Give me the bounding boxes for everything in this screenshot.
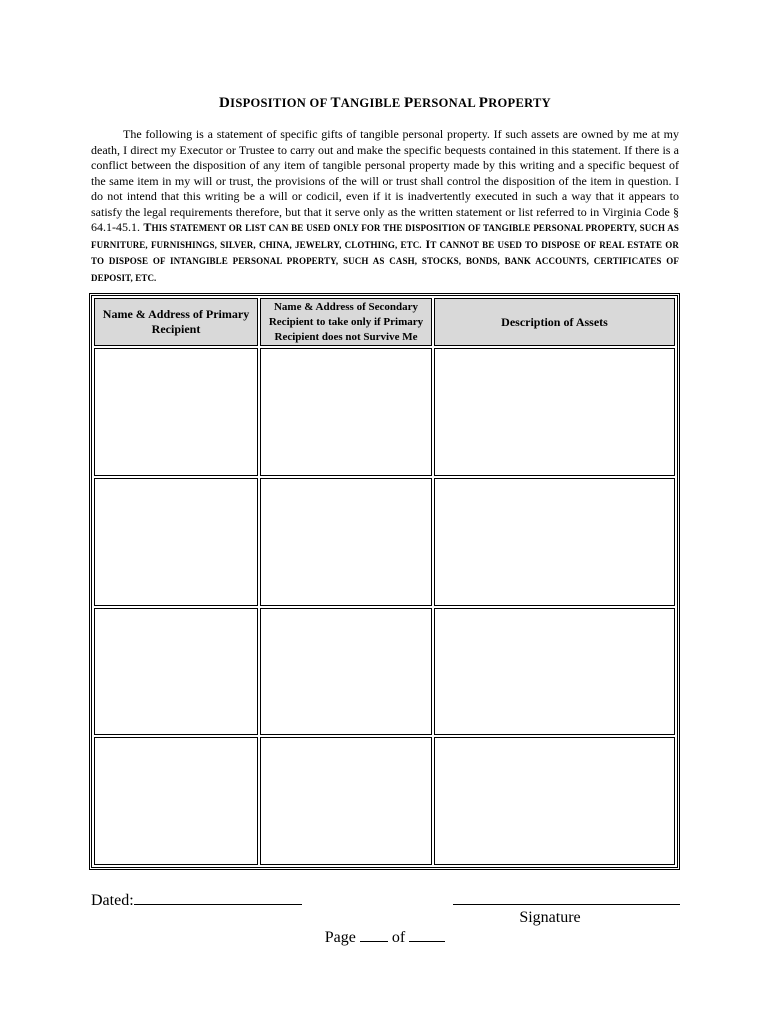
statement-paragraph [91,127,679,286]
header-secondary-recipient: Name & Address of Secondary Recipient to take only if Primary Recipient does not Survive Me [260,298,432,346]
primary-recipient-cell[interactable] [94,737,258,865]
signature-label: Signature [519,909,581,926]
header-description-of-assets: Description of Assets [434,298,675,346]
table-header-row [94,298,675,346]
secondary-recipient-cell[interactable] [260,348,432,476]
title-part-1: ISPOSITION OF [230,96,331,110]
document-title [0,95,770,112]
title-initial-p2: P [478,95,489,111]
title-part-5: ERSONAL [413,96,479,110]
statement-text: The following is a statement of specific gifts of tangible personal property. If such assets are owned by me at my death, I direct my Executor or Trustee to carry out and make the specific bequests contained in this statement. If there is a conflict between the disposition of any item of tangible personal property made by this writing and a specific bequest of the same item in my will or trust, the provisions of the will or trust shall control the disposition of the item in question. I do not intend that this writing be a will or codicil, even if it is inadvertently executed in such a way that it appears to satisfy the legal requirements therefore, but that it serve only as the written statement or list referred to in Virginia Code § 64.1-45.1. [91,127,679,234]
table-row [94,737,675,865]
asset-description-cell[interactable] [434,608,675,736]
page-label: Page [324,929,356,946]
page-number-blank[interactable] [360,928,388,942]
page-number [0,928,770,947]
title-initial-p1: P [403,95,414,111]
asset-description-cell[interactable] [434,478,675,606]
primary-recipient-cell[interactable] [94,348,258,476]
table-row [94,608,675,736]
dated-input-line[interactable] [134,890,302,905]
asset-description-cell[interactable] [434,348,675,476]
dated-label: Dated: [91,892,134,909]
secondary-recipient-cell[interactable] [260,737,432,865]
title-initial-t: T [330,95,341,111]
asset-description-cell[interactable] [434,737,675,865]
primary-recipient-cell[interactable] [94,478,258,606]
restriction-notice-2: IT CANNOT BE USED TO DISPOSE OF REAL ESTATE OR TO DISPOSE OF INTANGIBLE PERSONAL PROPERTY, SUCH AS CASH, STOCKS, BONDS, BANK ACCOUNTS, CERTIFICATES OF DEPOSIT, ETC. [91,236,679,283]
primary-recipient-cell[interactable] [94,608,258,736]
header-primary-recipient: Name & Address of Primary Recipient [94,298,258,346]
signature-line[interactable] [453,904,680,905]
secondary-recipient-cell[interactable] [260,478,432,606]
page-total-blank[interactable] [409,928,445,942]
table-row [94,478,675,606]
dated-field [91,890,302,910]
recipients-table [92,296,677,867]
of-label: of [391,929,406,946]
restriction-notice-1: THIS STATEMENT OR LIST CAN BE USED ONLY FOR THE DISPOSITION OF TANGIBLE PERSONAL PROPERTY, SUCH AS FURNITURE, FURNISHINGS, SILVER, CHINA, JEWELRY, CLOTHING, ETC. [91,220,679,250]
title-part-3: ANGIBLE [340,96,404,110]
table-row [94,348,675,476]
title-initial-d: D [219,95,231,111]
secondary-recipient-cell[interactable] [260,608,432,736]
recipients-table-frame [89,293,680,870]
title-part-7: ROPERTY [488,96,551,110]
